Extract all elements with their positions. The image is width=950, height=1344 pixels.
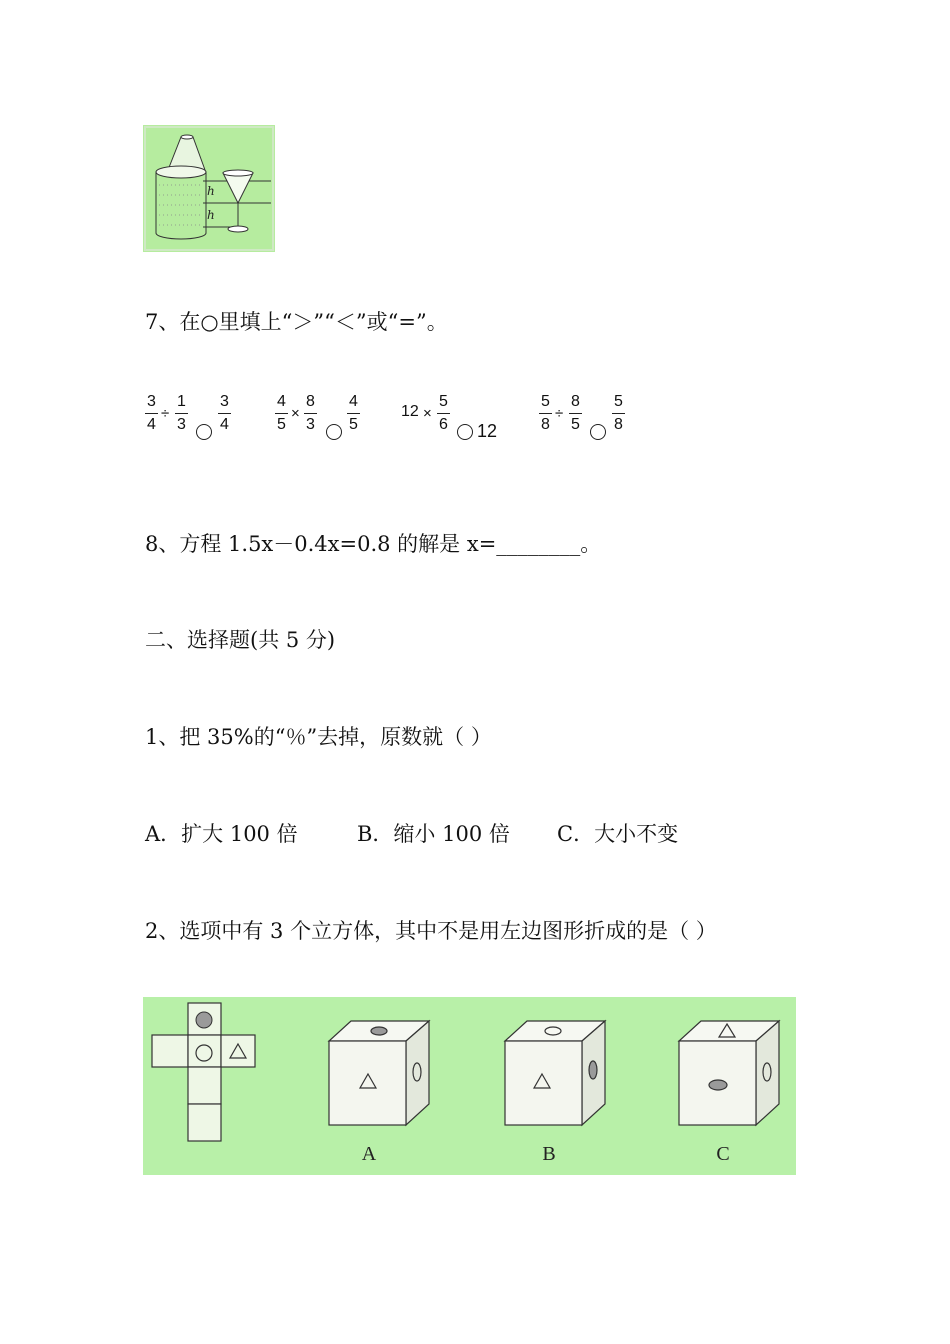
fraction: 4 5 [347,393,360,434]
cube-label-a: A [361,1143,377,1165]
compare-circle[interactable] [326,424,342,440]
fraction: 1 3 [175,393,188,434]
height-label-2: h [207,208,215,222]
fraction: 5 8 [539,393,552,434]
option-b[interactable]: B．缩小 100 倍 [357,822,510,846]
section-title: 二、选择题(共 5 分) [145,628,336,652]
choice-question-1: 1、把 35%的“％”去掉，原数就（ ） [145,725,492,749]
compare-circle[interactable] [196,424,212,440]
height-label-1: h [207,184,215,198]
cube-net-figure [143,997,796,1175]
option-a[interactable]: A．扩大 100 倍 [145,822,298,846]
compare-circle[interactable] [457,424,473,440]
compare-circle[interactable] [590,424,606,440]
cube-c [679,1021,779,1125]
cube-b [505,1021,605,1125]
fraction: 8 5 [569,393,582,434]
cube-label-c: C [716,1143,730,1165]
fraction: 3 4 [218,393,231,434]
operator: ÷ [161,405,170,422]
fraction: 3 4 [145,393,158,434]
whole-number: 12 [401,403,419,420]
operator: ÷ [555,405,564,422]
cube-label-b: B [542,1143,556,1165]
cylinder-cone-figure [143,125,275,252]
question-8: 8、方程 1.5x－0.4x=0.8 的解是 x=________。 [145,532,602,556]
fraction: 5 8 [612,393,625,434]
whole-number: 12 [477,421,498,441]
fraction: 5 6 [437,393,450,434]
fraction: 8 3 [304,393,317,434]
operator: × [291,405,300,422]
question-7: 7、在○里填上“＞”“＜”或“=”。 [145,310,448,334]
fraction: 4 5 [275,393,288,434]
cube-a [329,1021,429,1125]
operator: × [423,405,432,422]
option-c[interactable]: C．大小不变 [557,822,679,846]
choice-question-2: 2、选项中有 3 个立方体，其中不是用左边图形折成的是（ ） [145,919,717,943]
